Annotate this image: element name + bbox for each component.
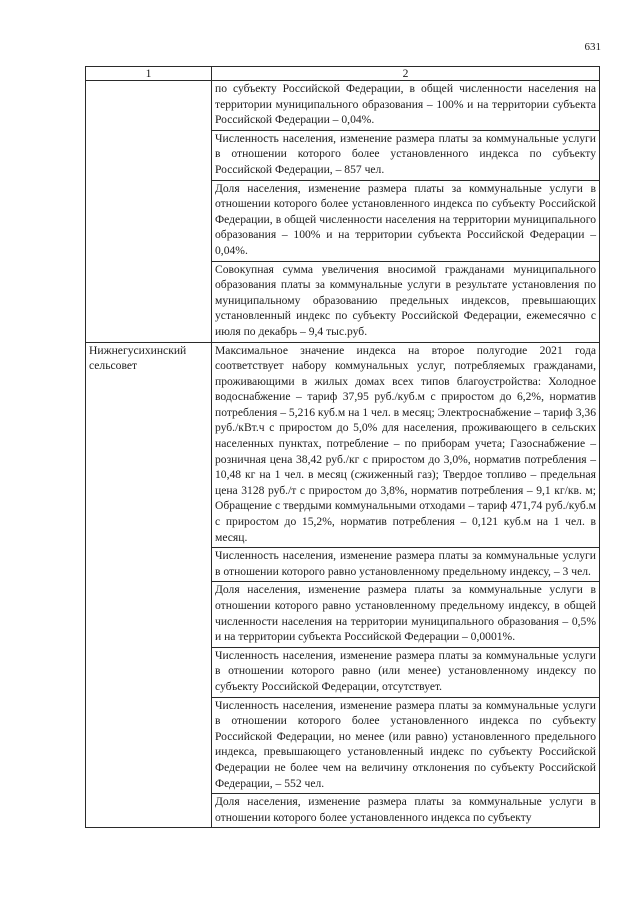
page-number: 631: [584, 41, 601, 53]
column-header: 2: [212, 67, 600, 81]
description-paragraph: Численность населения, изменение размера платы за коммунальные услуги в отношении которого равно (или менее) установленному индексу по субъекту Российской Федерации, отсутствует.: [212, 648, 599, 698]
description-cell: [212, 342, 600, 828]
municipality-name-cell: [86, 81, 212, 343]
column-header: 1: [86, 67, 212, 81]
description-cell: [212, 81, 600, 343]
description-paragraph: Численность населения, изменение размера платы за коммунальные услуги в отношении которого более установленного индекса по субъекту Российской Федерации, но менее (или равно) установленного предельного индекса, превышающего установленный индекс по субъекту Российской Федерации не более чем на величину отклонения по субъекту Российской Федерации, – 552 чел.: [212, 698, 599, 795]
description-paragraph: Совокупная сумма увеличения вносимой гражданами муниципального образования платы за коммунальные услуги в результате установления по муниципальному образованию предельных индексов, превышающих установленный индекс по субъекту Российской Федерации, ежемесячно с июля по декабрь – 9,4 тыс.руб.: [215, 262, 596, 338]
description-paragraph: Доля населения, изменение размера платы за коммунальные услуги в отношении которого более установленного индекса по субъекту: [215, 795, 596, 824]
document-table: [85, 66, 600, 828]
description-paragraph: Максимальное значение индекса на второе полугодие 2021 года соответствует набору коммунальных услуг, потребляемых гражданами, проживающими в жилых домах всех типов благоустройства: Холодное водоснабжение – тариф 37,95 руб./куб.м с приростом до 6,2%, норматив потребления – 5,216 куб.м на 1 чел. в месяц; Электроснабжение – тариф 3,36 руб./кВт.ч с приростом до 5,0% для населения, проживающего в сельских населенных пунктах, потребление – по приборам учета; Газоснабжение – розничная цена 38,42 руб./кг с приростом до 3,0%, норматив потребления – 10,48 кг на 1 чел. в месяц (сжиженный газ); Твердое топливо – предельная цена 3128 руб./т с приростом до 3,8%, норматив потребления – 9,1 кг/кв. м; Обращение с твердыми коммунальными отходами – тариф 471,74 руб./куб.м с приростом до 15,2%, норматив потребления – 0,121 куб.м на 1 чел. в месяц.: [212, 343, 599, 549]
description-paragraph: Доля населения, изменение размера платы за коммунальные услуги в отношении которого равно установленному предельному индексу, в общей численности населения на территории муниципального образования – 0,5% и на территории субъекта Российской Федерации – 0,0001%.: [212, 582, 599, 647]
table-row: [86, 342, 600, 828]
table-row: [86, 81, 600, 343]
table-header-row: [86, 67, 600, 81]
description-paragraph: по субъекту Российской Федерации, в общей численности населения на территории муниципального образования – 100% и на территории субъекта Российской Федерации – 0,04%.: [212, 81, 599, 131]
description-paragraph: Численность населения, изменение размера платы за коммунальные услуги в отношении которого равно установленному предельному индексу, – 3 чел.: [212, 548, 599, 582]
description-paragraph: Численность населения, изменение размера платы за коммунальные услуги в отношении которого более установленного индекса по субъекту Российской Федерации, – 857 чел.: [212, 131, 599, 181]
municipality-name-cell: Нижнегусихинский сельсовет: [86, 342, 212, 828]
description-paragraph: Доля населения, изменение размера платы за коммунальные услуги в отношении которого более установленного индекса по субъекту Российской Федерации, в общей численности населения на территории муниципального образования – 100% и на территории субъекта Российской Федерации – 0,04%.: [212, 181, 599, 262]
